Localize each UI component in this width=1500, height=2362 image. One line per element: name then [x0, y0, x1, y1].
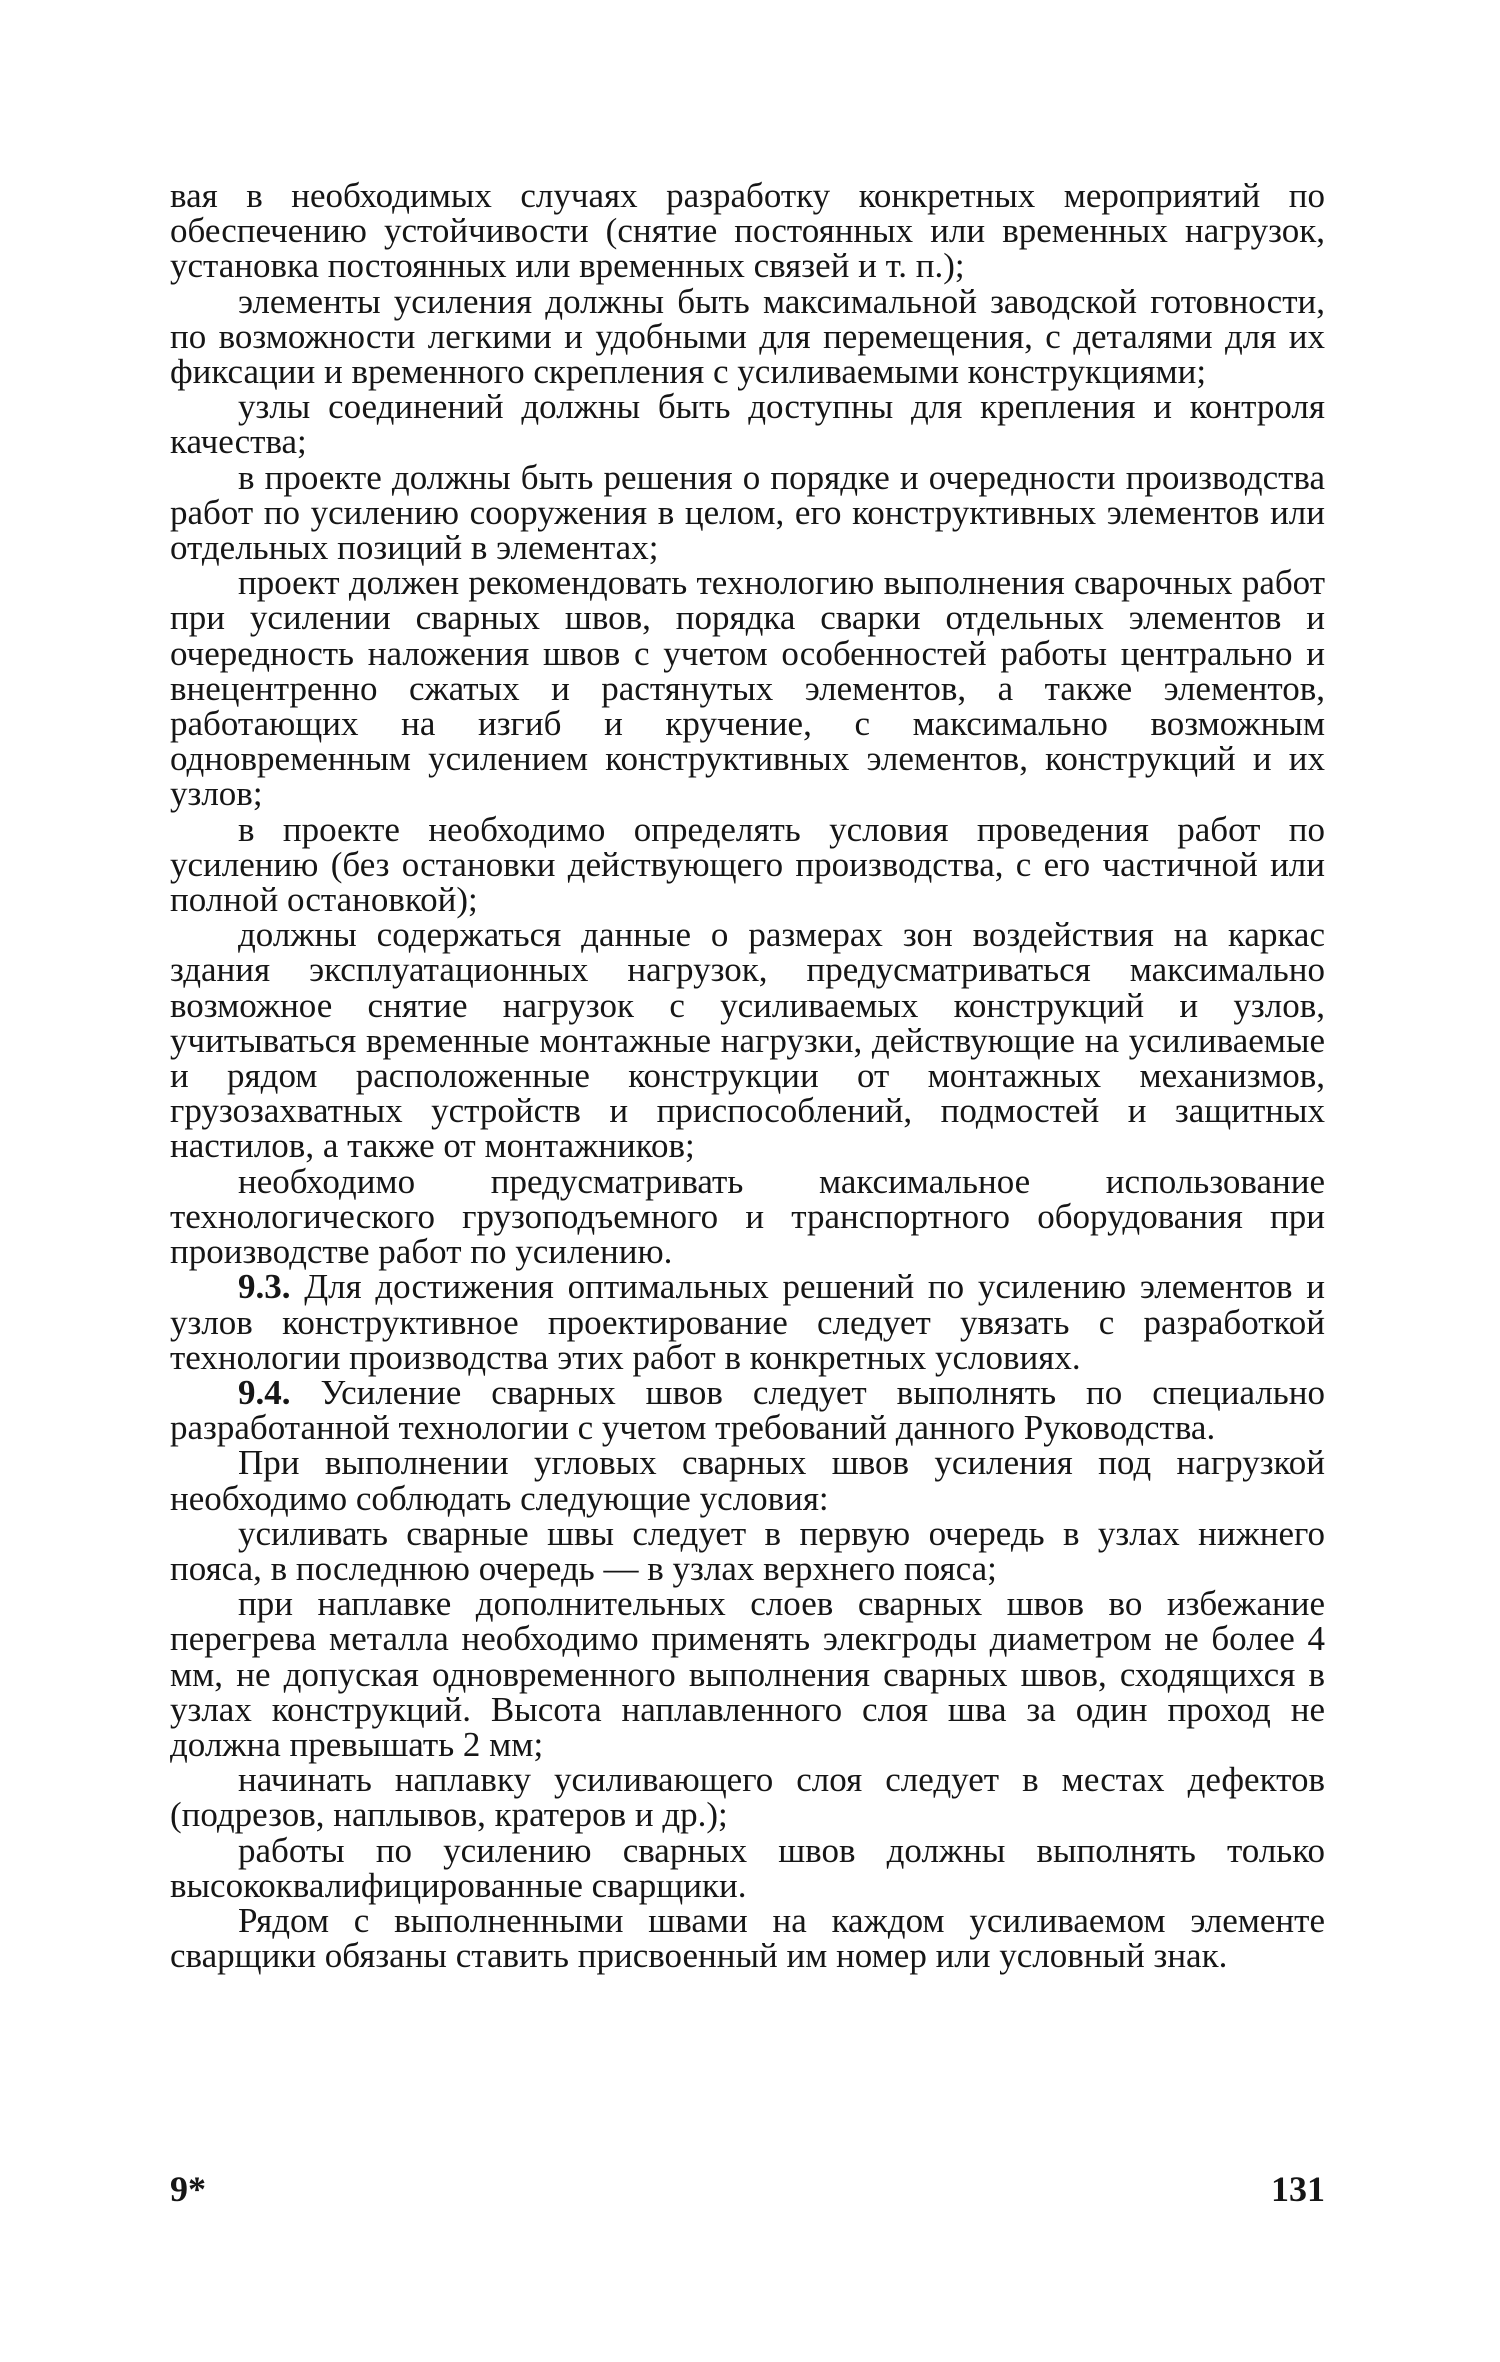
paragraph-section-9-3 [170, 1269, 1325, 1375]
page-footer [170, 2168, 1325, 2212]
paragraph-work-order: в проекте должны быть решения о порядке и очередности производства работ по усилению сооружения в целом, его конструктивных элементов или отдельных позиций в элементах; [170, 457, 1325, 568]
paragraph-overheating: при наплавке дополнительных слоев сварных швов во избежание перегрева металла необходимо применять элекгроды диаметром не более 4 мм, не допуская одновременного выполнения сварных швов, сходящихся в узлах конструкций. Высота наплавленного слоя шва за один проход не должна превышать 2 мм; [170, 1584, 1325, 1764]
section-number-9-3: 9.3. [238, 1267, 291, 1307]
paragraph-qualified-welders: работы по усилению сварных швов должны выполнять только высококвалифицированные сварщики. [170, 1830, 1325, 1905]
paragraph-load-data: должны содержаться данные о размерах зон воздействия на каркас здания эксплуатационных нагрузок, предусматриваться максимально возможное снятие нагрузок с усиливаемых конструкций и узлов, учитываться временные монтажные нагрузки, действующие на усиливаемые и рядом расположенные конструкции от монтажных механизмов, грузозахватных устройств и приспособлений, подмостей и защитных настилов, а также от монтажников; [170, 915, 1325, 1166]
paragraph-section-9-4 [170, 1372, 1325, 1448]
section-9-3-text: Для достижения оптимальных решений по усилению элементов и узлов конструктивное проектирование следует увязать с разработкой технологии производства этих работ в конкретных условиях. [170, 1267, 1325, 1377]
signature-mark: 9* [170, 2169, 206, 2209]
section-number-9-4: 9.4. [238, 1372, 291, 1412]
paragraph-defect-start: начинать наплавку усиливающего слоя следует в местах дефектов (подрезов, наплывов, кратеров и др.); [170, 1760, 1325, 1835]
paragraph-equipment-use: необходимо предусматривать максимальное использование технологического грузоподъемного и транспортного оборудования при производстве работ по усилению. [170, 1161, 1325, 1272]
paragraph-joints-access: узлы соединений должны быть доступны для крепления и контроля качества; [170, 387, 1325, 462]
paragraph-welding-conditions-intro: При выполнении угловых сварных швов усиления под нагрузкой необходимо соблюдать следующие условия: [170, 1443, 1325, 1518]
section-9-4-text: Усиление сварных швов следует выполнять по специально разработанной технологии с учетом требований данного Руководства. [170, 1372, 1325, 1448]
page-body [170, 176, 1325, 1976]
paragraph-reinforcement-elements: элементы усиления должны быть максимальной заводской готовности, по возможности легкими и удобными для перемещения, с деталями для их фиксации и временного скрепления с усиливаемыми конструкциями; [170, 281, 1325, 392]
paragraph-work-conditions: в проекте необходимо определять условия проведения работ по усилению (без остановки действующего производства, с его частичной или полной остановкой); [170, 809, 1325, 920]
paragraph-weld-order: усиливать сварные швы следует в первую очередь в узлах нижнего пояса, в последнюю очередь — в узлах верхнего пояса; [170, 1513, 1325, 1588]
page-number: 131 [1271, 2169, 1325, 2209]
paragraph-welding-technology: проект должен рекомендовать технологию выполнения сварочных работ при усилении сварных швов, порядка сварки отдельных элементов и очередность наложения швов с учетом особенностей работы центрально и внецентренно сжатых и растянутых элементов, а также элементов, работающих на изгиб и кручение, с максимально возможным одновременным усилением конструктивных элементов, конструкций и их узлов; [170, 563, 1325, 814]
paragraph-welder-mark: Рядом с выполненными швами на каждом усиливаемом элементе сварщики обязаны ставить присвоенный им номер или условный знак. [170, 1900, 1325, 1976]
paragraph-continuation: вая в необходимых случаях разработку конкретных мероприятий по обеспечению устойчивости (снятие постоянных или временных нагрузок, установка постоянных или временных связей и т. п.); [170, 176, 1325, 286]
